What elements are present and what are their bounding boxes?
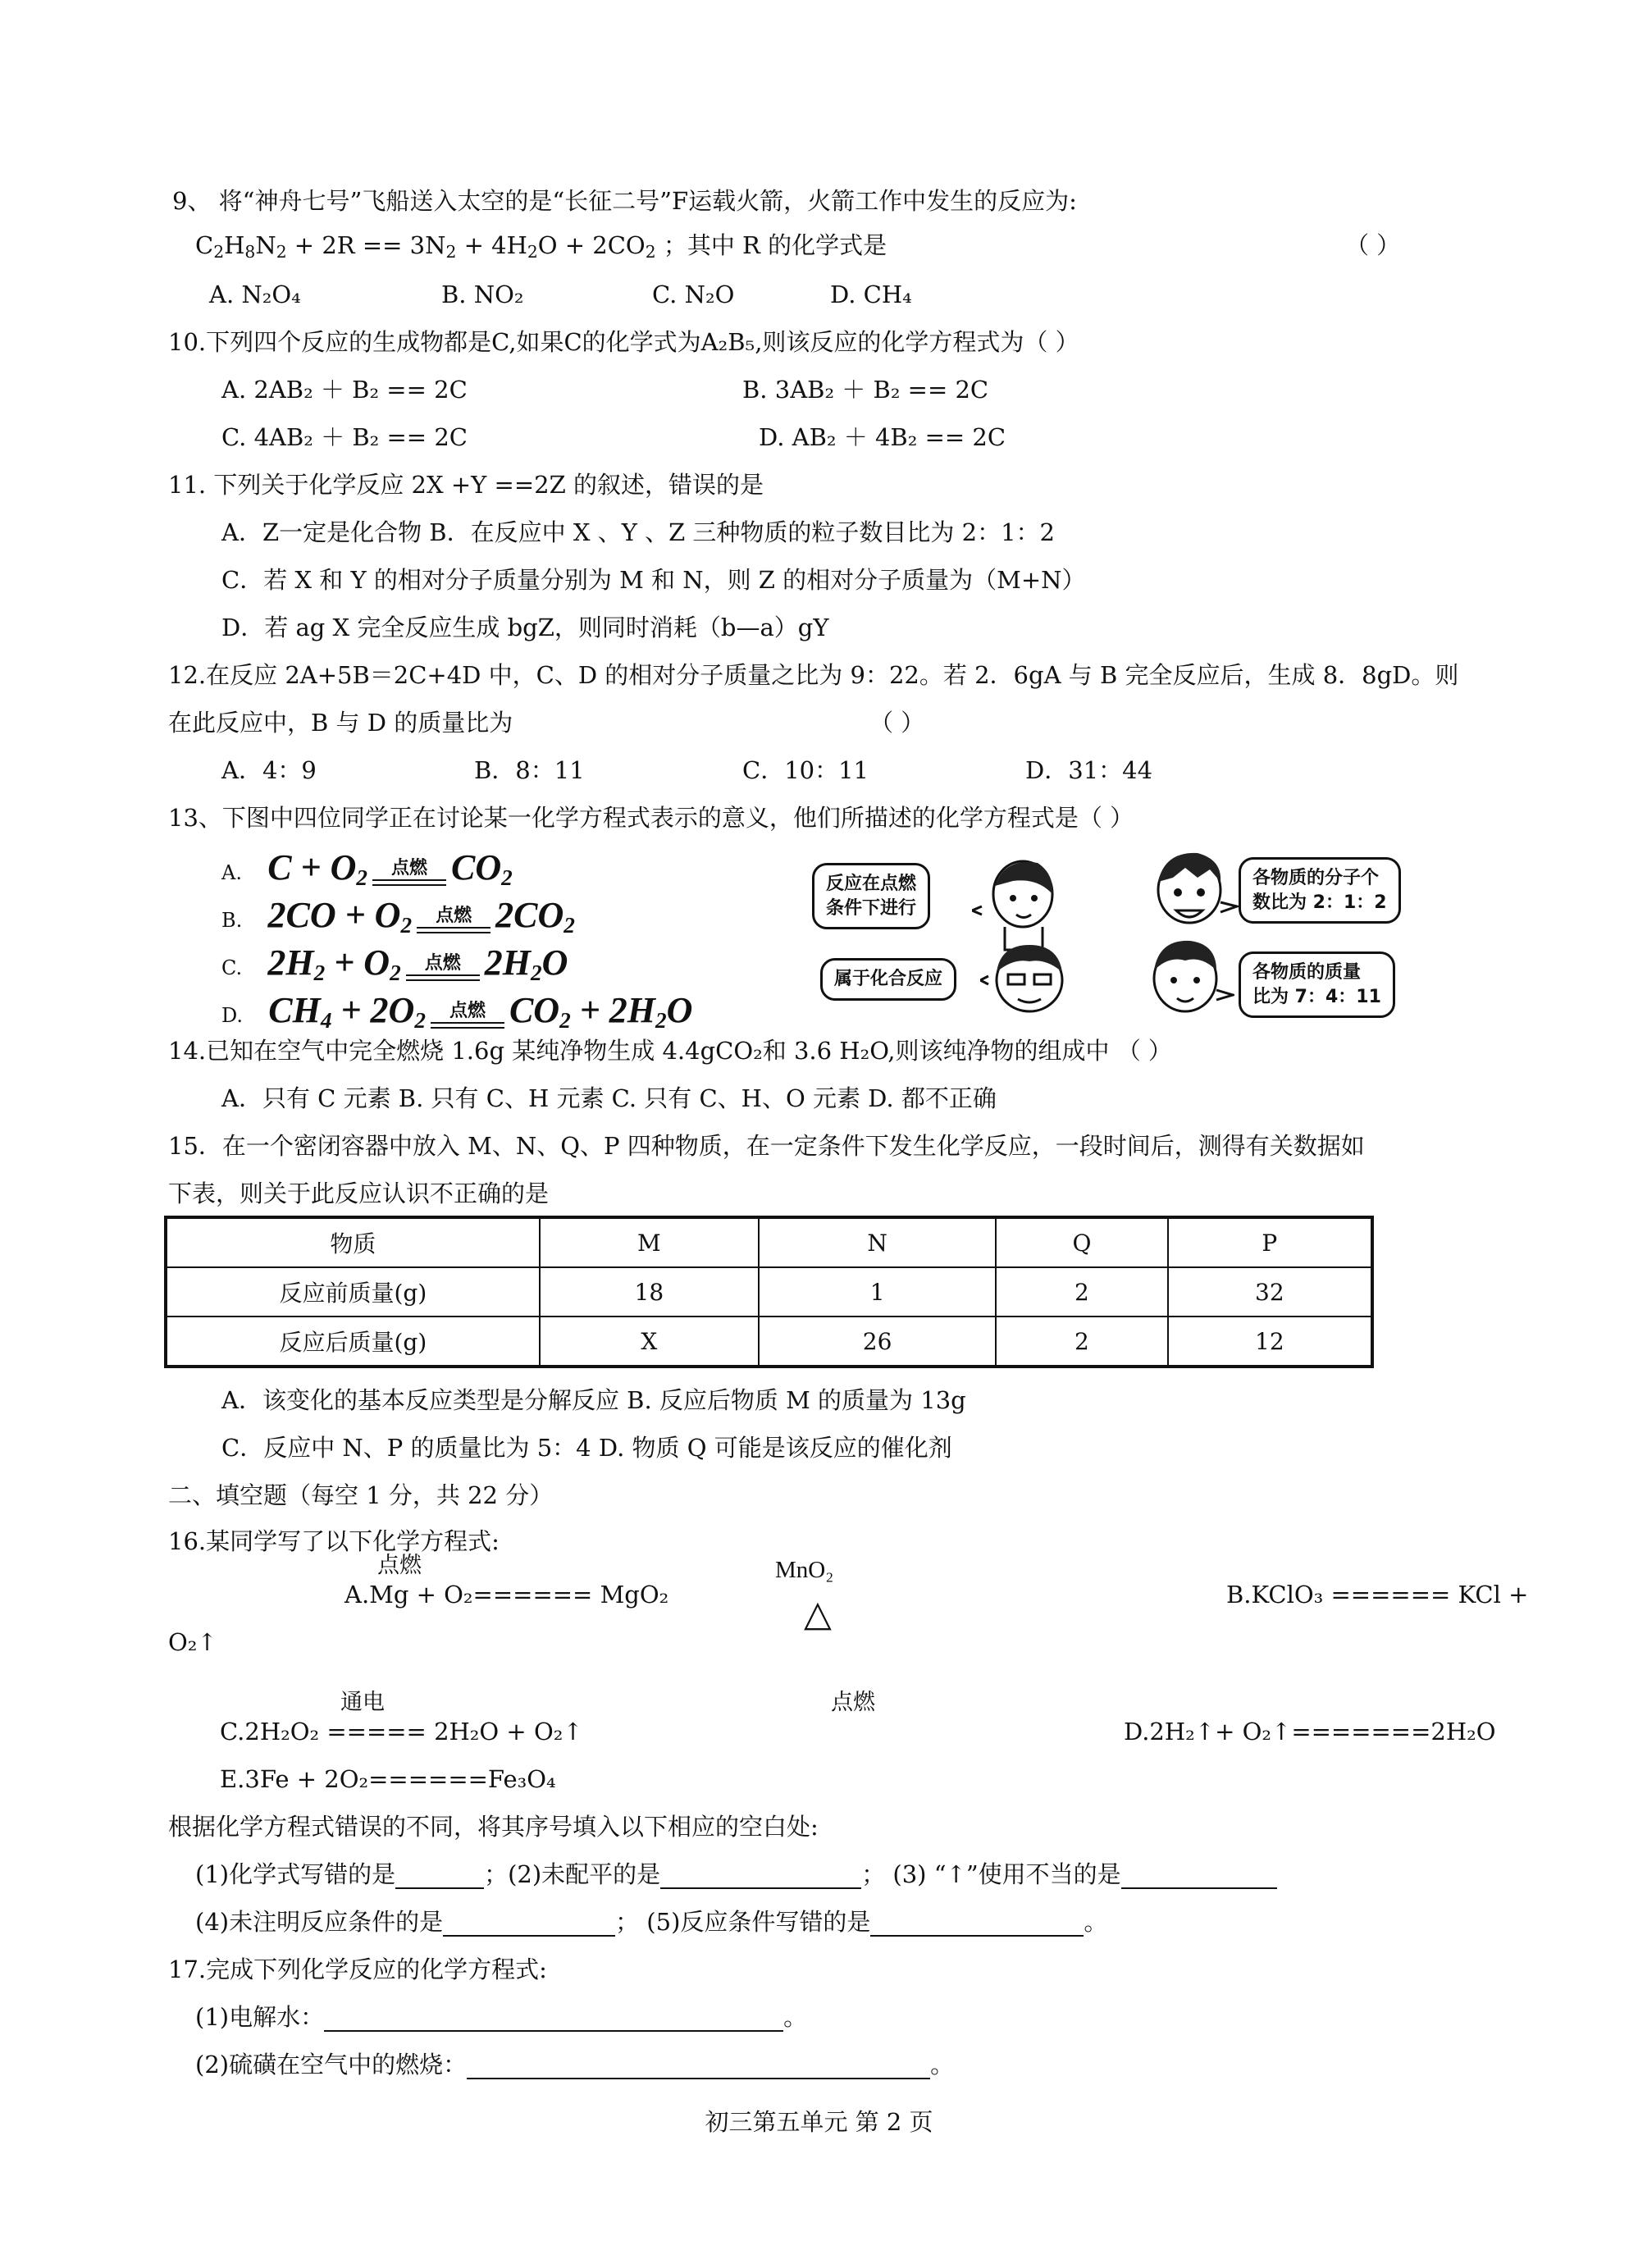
- table-header-cell: Q: [996, 1217, 1167, 1267]
- q16-condition-mno2: MnO₂: [775, 1557, 834, 1583]
- blank-label-5: ； (5)反应条件写错的是: [615, 1908, 871, 1936]
- q17-item-2-end: 。: [930, 2051, 955, 2079]
- q10-option-d: D. AB₂ ＋ 4B₂ == 2C: [759, 423, 1006, 451]
- q9-option-a: A. N₂O₄: [209, 281, 301, 308]
- q16-stem: 16.某同学写了以下化学方程式:: [168, 1527, 500, 1555]
- q15-stem-2: 下表，则关于此反应认识不正确的是: [168, 1180, 550, 1207]
- mass-data-table: [164, 1216, 1374, 1368]
- q14-stem: 14.已知在空气中完全燃烧 1.6g 某纯净物生成 4.4gCO₂和 3.6 H₂O,则该纯净物的组成中 （ ）: [168, 1037, 1172, 1065]
- q17-item-2: [195, 2051, 954, 2079]
- bubble-molecule-line-2: 数比为 2：1：2: [1252, 892, 1387, 913]
- student-boy-figure-1: [1140, 845, 1239, 943]
- table-cell: 18: [540, 1267, 759, 1317]
- answer-blank-6[interactable]: [324, 2009, 783, 2032]
- table-cell: 反应前质量(g): [166, 1267, 540, 1317]
- q11-option-d: D．若 ag X 完全反应生成 bgZ，则同时消耗（b—a）gY: [221, 614, 829, 641]
- blank-label-1: (1)化学式写错的是: [195, 1860, 396, 1888]
- blank-label-4: (4)未注明反应条件的是: [195, 1908, 444, 1936]
- q11-option-c: C．若 X 和 Y 的相对分子质量分别为 M 和 N，则 Z 的相对分子质量为（M+N）: [221, 566, 1086, 594]
- q17-stem: 17.完成下列化学反应的化学方程式:: [168, 1955, 547, 1983]
- q16-instruction: 根据化学方程式错误的不同，将其序号填入以下相应的空白处:: [168, 1813, 819, 1841]
- q10-option-c: C. 4AB₂ ＋ B₂ == 2C: [221, 423, 468, 451]
- q12-option-c: C．10：11: [742, 756, 869, 784]
- q13-letter-c: C.: [221, 956, 243, 979]
- table-cell: 反应后质量(g): [166, 1317, 540, 1367]
- q16-condition-tongdian: 通电: [340, 1690, 385, 1715]
- q10-option-a: A. 2AB₂ ＋ B₂ == 2C: [221, 376, 468, 404]
- q13-condition-d: 点燃: [449, 1001, 486, 1021]
- q11-option-ab: A．Z一定是化合物 B．在反应中 X 、Y 、Z 三种物质的粒子数目比为 2：1：2: [221, 518, 1056, 546]
- q13-condition-c: 点燃: [424, 953, 461, 974]
- q16-blank-row-1: [195, 1860, 1277, 1889]
- answer-blank-2[interactable]: [660, 1866, 861, 1889]
- q16-triangle-heating-icon: △: [804, 1593, 832, 1635]
- q9-option-b: B. NO₂: [441, 281, 524, 308]
- table-row: [166, 1317, 1372, 1367]
- q10-stem: 10.下列四个反应的生成物都是C,如果C的化学式为A₂B₅,则该反应的化学方程式为（ ）: [168, 328, 1079, 356]
- answer-blank-4[interactable]: [443, 1914, 615, 1937]
- blank-label-3: ； (3) “↑”使用不当的是: [861, 1860, 1121, 1888]
- bubble-molecule-ratio: [1239, 857, 1401, 924]
- q13-letter-a: A.: [221, 861, 242, 884]
- q13-option-a: A. $C + O_2$ 点燃 $CO_2$: [221, 847, 513, 890]
- table-cell: 2: [996, 1267, 1167, 1317]
- q16-equation-e: E.3Fe + 2O₂======Fe₃O₄: [220, 1765, 556, 1793]
- answer-blank-7[interactable]: [467, 2056, 930, 2079]
- answer-blank-3[interactable]: [1121, 1866, 1277, 1889]
- q15-options-ab: A．该变化的基本反应类型是分解反应 B. 反应后物质 M 的质量为 13g: [221, 1386, 966, 1414]
- table-cell: 2: [996, 1317, 1167, 1367]
- table-header-cell: M: [540, 1217, 759, 1267]
- q13-stem: 13、下图中四位同学正在讨论某一化学方程式表示的意义，他们所描述的化学方程式是（ ）: [168, 804, 1134, 832]
- q15-options-cd: C．反应中 N、P 的质量比为 5：4 D. 物质 Q 可能是该反应的催化剂: [221, 1434, 952, 1462]
- table-row: [166, 1267, 1372, 1317]
- q9-eq-text: ；其中 R 的化学式是: [663, 231, 887, 259]
- table-header-cell: N: [759, 1217, 996, 1267]
- q12-option-d: D．31：44: [1025, 756, 1153, 784]
- student-boy-figure-3: [1136, 931, 1234, 1029]
- bubble-mass-ratio: [1239, 951, 1395, 1018]
- q13-option-b: B. $2CO + O_2$ 点燃 $2CO_2$: [221, 895, 575, 938]
- q13-letter-b: B.: [221, 909, 243, 932]
- q17-item-1-end: 。: [783, 2003, 808, 2031]
- q13-condition-a: 点燃: [391, 858, 428, 878]
- table-cell: 26: [759, 1317, 996, 1367]
- q15-stem: 15．在一个密闭容器中放入 M、N、Q、P 四种物质，在一定条件下发生化学反应，一段时间后，测得有关数据如: [168, 1132, 1365, 1160]
- bubble-combination-line: 属于化合反应: [834, 969, 943, 989]
- answer-blank-5[interactable]: [870, 1914, 1084, 1937]
- q17-item-2-label: (2)硫磺在空气中的燃烧：: [195, 2051, 468, 2079]
- bubble-mass-line-1: 各物质的质量: [1252, 962, 1362, 983]
- q16-condition-dianran-d: 点燃: [831, 1690, 875, 1715]
- blank-end-punct: 。: [1084, 1908, 1108, 1936]
- q17-item-1: [195, 2003, 807, 2032]
- q9-paren: （ ）: [1345, 231, 1401, 259]
- q12-stem: 12.在反应 2A+5B＝2C+4D 中，C、D 的相对分子质量之比为 9：22。若 2．6gA 与 B 完全反应后，生成 8．8gD。则: [168, 661, 1459, 689]
- table-header-cell: 物质: [166, 1217, 540, 1267]
- bubble-condition-line-2: 条件下进行: [826, 897, 917, 919]
- q12-option-b: B．8：11: [474, 756, 585, 784]
- table-row: [166, 1217, 1372, 1267]
- q12-stem-2: 在此反应中，B 与 D 的质量比为: [168, 709, 513, 737]
- q17-item-1-label: (1)电解水：: [195, 2003, 325, 2031]
- table-cell: X: [540, 1317, 759, 1367]
- table-header-cell: P: [1168, 1217, 1372, 1267]
- table-cell: 1: [759, 1267, 996, 1317]
- answer-blank-1[interactable]: [395, 1866, 484, 1889]
- student-boy-figure-2: [980, 935, 1079, 1025]
- bubble-condition: [812, 863, 930, 929]
- q16-equation-b-cont: O₂↑: [168, 1628, 217, 1656]
- q16-blank-row-2: [195, 1908, 1107, 1937]
- q9-option-c: C. N₂O: [652, 281, 735, 308]
- q16-equation-d: D.2H₂↑+ O₂↑=======2H₂O: [1124, 1718, 1496, 1745]
- q14-options: A．只有 C 元素 B. 只有 C、H 元素 C. 只有 C、H、O 元素 D. 都不正确: [221, 1084, 997, 1112]
- q9-option-d: D. CH₄: [830, 281, 912, 308]
- q16-equation-a: A.Mg + O₂====== MgO₂: [344, 1581, 669, 1609]
- q12-paren: （ ）: [869, 709, 925, 737]
- bubble-condition-line-1: 反应在点燃: [826, 874, 917, 894]
- q10-option-b: B. 3AB₂ ＋ B₂ == 2C: [742, 376, 989, 404]
- q9-stem: 9、 将“神舟七号”飞船送入太空的是“长征二号”F运载火箭，火箭工作中发生的反应为:: [172, 187, 1077, 215]
- q13-letter-d: D.: [221, 1004, 244, 1027]
- section-heading: 二、填空题（每空 1 分，共 22 分）: [168, 1481, 554, 1509]
- bubble-mass-line-2: 比为 7：4：11: [1252, 986, 1381, 1007]
- table-cell: 12: [1168, 1317, 1372, 1367]
- q13-option-d: D. $CH_4 + 2O_2$ 点燃 $CO_2 + 2H_2O$: [221, 990, 693, 1033]
- bubble-molecule-line-1: 各物质的分子个: [1252, 868, 1380, 888]
- q11-stem: 11. 下列关于化学反应 2X +Y ==2Z 的叙述，错误的是: [168, 471, 764, 499]
- q16-equation-b: B.KClO₃ ====== KCl +: [1226, 1581, 1529, 1609]
- q13-condition-b: 点燃: [436, 906, 472, 926]
- q16-condition-dianran-a: 点燃: [377, 1553, 422, 1578]
- bubble-combination: [820, 958, 956, 1001]
- q9-equation: $C_2H_8N_2 + 2R == 3N_2 + 4H_2O + 2CO_2$ ；其中 R 的化学式是: [195, 231, 887, 262]
- blank-label-2: ；(2)未配平的是: [484, 1860, 661, 1888]
- page-footer: 初三第五单元 第 2 页: [705, 2108, 933, 2136]
- q12-option-a: A．4：9: [221, 756, 317, 784]
- q16-equation-c: C.2H₂O₂ ===== 2H₂O + O₂↑: [220, 1718, 583, 1745]
- q13-option-c: C. $2H_2 + O_2$ 点燃 $2H_2O$: [221, 942, 568, 985]
- table-cell: 32: [1168, 1267, 1372, 1317]
